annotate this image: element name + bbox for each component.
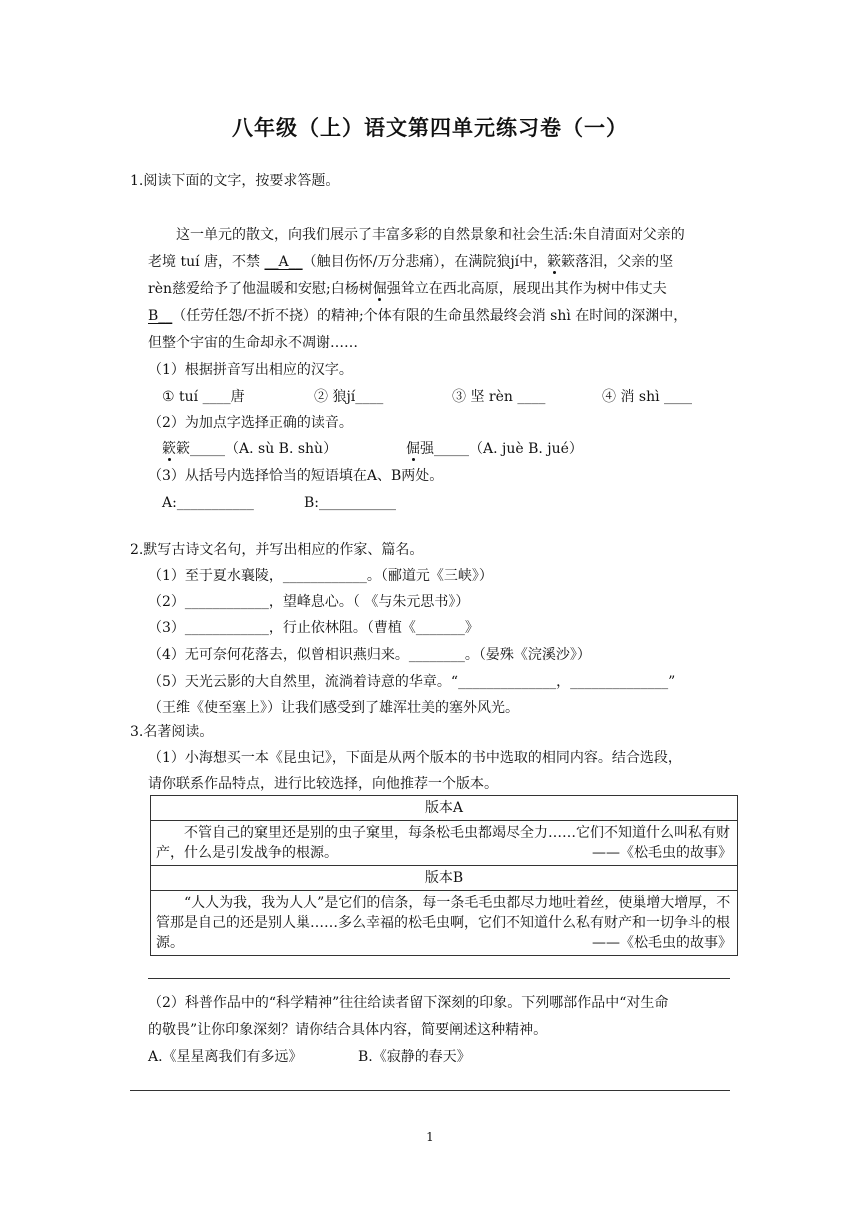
dotted-char: 簌 (162, 441, 176, 457)
answer-line (148, 978, 730, 979)
answer-line (130, 1090, 730, 1091)
version-b-text: “人人为我，我为人人”是它们的信条，每一条毛毛虫都尽力地吐着丝，使巢增大增厚，不管那是自己的还是别人巢……多么幸福的松毛虫啊，它们不知道什么私有财产和一切争斗的根源。 (156, 895, 731, 951)
q1-para-line1: 这一单元的散文，向我们展示了丰富多彩的自然景象和社会生活:朱自清面对父亲的 (176, 227, 685, 243)
blank-b: B__ (148, 308, 173, 324)
q2-item-continued: （王维《使至塞上》）让我们感受到了雄浑壮美的塞外风光。 (148, 700, 519, 716)
page-number: 1 (426, 1130, 434, 1144)
q2-item: （1）至于夏水襄陵，____________。（郦道元《三峡》） (148, 568, 493, 584)
version-a-cell (151, 821, 738, 866)
version-b-label: 版本B (151, 866, 738, 891)
version-a-label: 版本A (151, 796, 738, 821)
q1-sub1-item: ① tuí ____唐 (162, 389, 245, 405)
q1-text: 老境 tuí 唐，不禁 (148, 254, 265, 270)
dotted-char: 倔 (372, 281, 387, 297)
q1-heading: 1.阅读下面的文字，按要求答题。 (130, 173, 340, 189)
q1-text: 簌落泪，父亲的坚 (561, 254, 674, 270)
q1-sub1-item: ③ 坚 rèn ____ (452, 389, 546, 405)
q1-sub1-item: ④ 消 shì ____ (602, 389, 693, 405)
q2-item: （2）____________，望峰息心。（ 《与朱元思书》） (148, 594, 470, 610)
dotted-char: 倔 (406, 441, 420, 457)
version-b-cell (151, 891, 738, 956)
version-a-text: 不管自己的窠里还是别的虫子窠里，每条松毛虫都竭尽全力……它们不知道什么叫私有财产，什么是引发战争的根源。 (156, 825, 730, 861)
q3-sub2-line2: 的敬畏”让你印象深刻？请你结合具体内容，简要阐述这种精神。 (148, 1022, 548, 1038)
q3-sub1-line1: （1）小海想买一本《昆虫记》，下面是从两个版本的书中选取的相同内容。结合选段， (148, 750, 682, 766)
q1-text: 强耸立在西北高原，展现出其作为树中伟丈夫 (386, 281, 667, 297)
q2-item: （4）无可奈何花落去，似曾相识燕归来。________。（晏殊《浣溪沙》） (148, 647, 591, 663)
option-b: B.《寂静的春天》 (358, 1049, 471, 1065)
q3-sub1-line2: 请你联系作品特点，进行比较选择，向他推荐一个版本。 (148, 776, 498, 792)
version-a-source: ——《松毛虫的故事》 (592, 845, 732, 861)
q3-sub2-line1: （2）科普作品中的“科学精神”往往给读者留下深刻的印象。下列哪部作品中“对生命 (148, 995, 669, 1011)
q2-item: （3）____________，行止依林阻。（曹植《_______》 (148, 620, 479, 636)
q1-sub2: （2）为加点字选择正确的读音。 (148, 415, 353, 431)
q1-sub2-a-text: 簌_____（A. sù B. shù） (176, 441, 338, 457)
q1-sub2-b-text: 强_____（A. juè B. jué） (420, 441, 583, 457)
q1-sub1-item: ② 狼jí____ (314, 389, 384, 405)
q1-sub3: （3）从括号内选择恰当的短语填在A、B两处。 (148, 468, 444, 484)
q1-para-line5: 但整个宇宙的生命却永不凋谢…… (148, 335, 358, 351)
q1-para-line3 (148, 280, 667, 298)
q2-heading: 2.默写古诗文名句，并写出相应的作家、篇名。 (130, 542, 424, 558)
version-comparison-table (150, 795, 738, 956)
q1-text: （任劳任怨/不折不挠）的精神;个体有限的生命虽然最终会消 shì 在时间的深渊中， (172, 308, 688, 324)
q3-heading: 3.名著阅读。 (130, 724, 214, 740)
q1-sub2-option-a (162, 440, 337, 458)
q1-sub1: （1）根据拼音写出相应的汉字。 (148, 362, 353, 378)
q1-para-line2 (148, 253, 673, 271)
q1-sub2-option-b (406, 440, 583, 458)
q1-para-line4 (148, 307, 687, 325)
q1-text: （触目伤怀/万分悲痛），在满院狼jí中， (302, 254, 548, 270)
q1-text: rèn慈爱给予了他温暖和安慰;白杨树 (148, 281, 373, 297)
q1-sub3-a: A:___________ (162, 495, 254, 511)
q2-item: （5）天光云影的大自然里，流淌着诗意的华章。“______________，______________” (148, 674, 676, 690)
page-title: 八年级（上）语文第四单元练习卷（一） (232, 116, 628, 140)
version-b-source: ——《松毛虫的故事》 (592, 935, 732, 951)
option-a: A.《星星离我们有多远》 (148, 1049, 303, 1065)
q1-sub3-b: B:___________ (304, 495, 397, 511)
dotted-char: 簌 (547, 254, 562, 270)
blank-a: __A__ (264, 254, 303, 270)
